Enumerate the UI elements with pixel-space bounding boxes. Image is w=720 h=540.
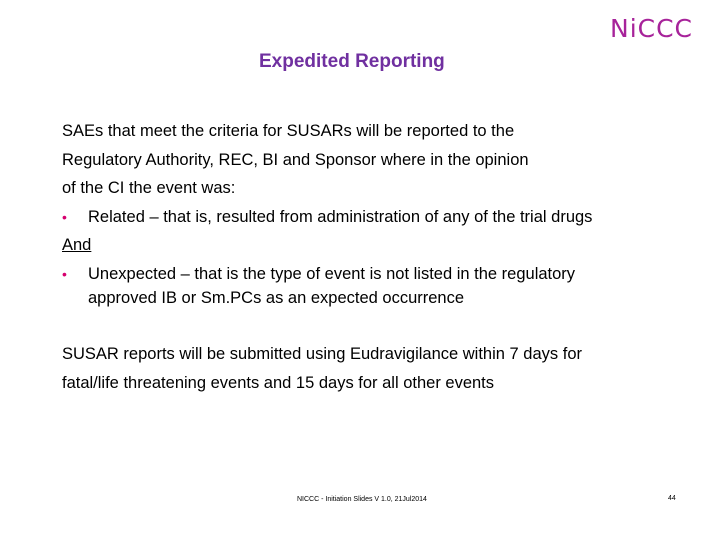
susar-submission-paragraph <box>62 340 702 397</box>
bullet-item-related <box>62 203 702 232</box>
intro-line-3: of the CI the event was: <box>62 179 236 197</box>
bullet-text-unexpected-continued: approved IB or Sm.PCs as an expected occurrence <box>88 289 465 307</box>
connector-and: And <box>62 236 92 254</box>
bullet-text-unexpected: Unexpected – that is the type of event is not listed in the regulatory <box>88 264 576 283</box>
slide-title: Expedited Reporting <box>259 51 445 72</box>
para2-line-2: fatal/life threatening events and 15 days for all other events <box>62 373 495 392</box>
niccc-logo: NiCCC <box>610 14 694 43</box>
slide-body <box>62 117 702 308</box>
intro-line-2: Regulatory Authority, REC, BI and Sponsor where in the opinion <box>62 150 529 169</box>
footer-text: NICCC - Initiation Slides V 1.0, 21Jul2014 <box>297 496 427 503</box>
para2-line-1: SUSAR reports will be submitted using Eudravigilance within 7 days for <box>62 345 582 363</box>
bullet-text-related: Related – that is, resulted from administration of any of the trial drugs <box>88 207 593 226</box>
intro-line-1: SAEs that meet the criteria for SUSARs will be reported to the <box>62 122 515 140</box>
bullet-icon: • <box>62 208 67 225</box>
bullet-icon: • <box>62 265 67 282</box>
page-number: 44 <box>668 495 676 502</box>
bullet-item-unexpected <box>62 260 702 289</box>
